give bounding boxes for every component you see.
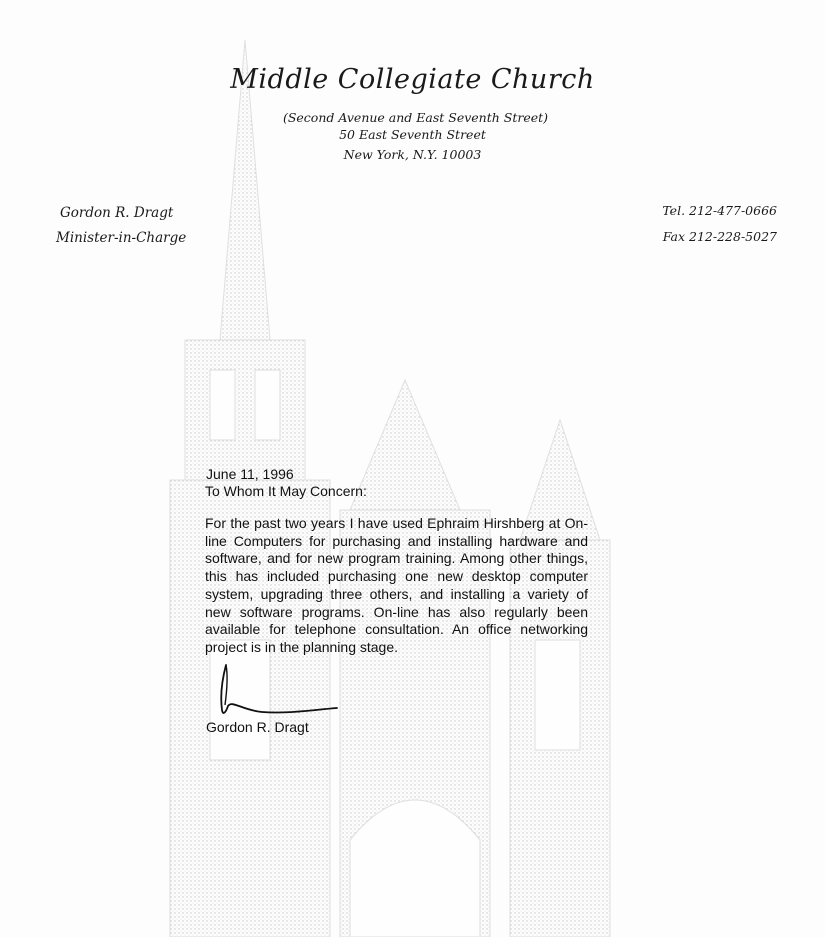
address-line-2: 50 East Seventh Street [339,127,486,142]
minister-title: Minister-in-Charge [56,230,187,246]
minister-name: Gordon R. Dragt [60,205,174,221]
handwritten-signature [212,660,342,720]
letter-body-paragraph: For the past two years I have used Ephraim Hirshberg at On-line Computers for purchasing and installing hardware and software, and for new program training. Among other things, this has included purchasing one new desktop computer system, upgrading three others, and installing a variety of new software programs. On-line has also regularly been available for telephone consultation. An office networking project is in the planning stage. [205,515,588,655]
address-line-3: New York, N.Y. 10003 [343,147,482,162]
signer-name: Gordon R. Dragt [206,719,309,735]
fax-number: Fax 212-228-5027 [662,229,777,244]
letter-date: June 11, 1996 [206,466,294,482]
telephone-number: Tel. 212-477-0666 [662,203,777,218]
church-name-heading: Middle Collegiate Church [230,64,595,95]
address-line-1: (Second Avenue and East Seventh Street) [282,110,549,125]
letter-salutation: To Whom It May Concern: [205,483,367,499]
